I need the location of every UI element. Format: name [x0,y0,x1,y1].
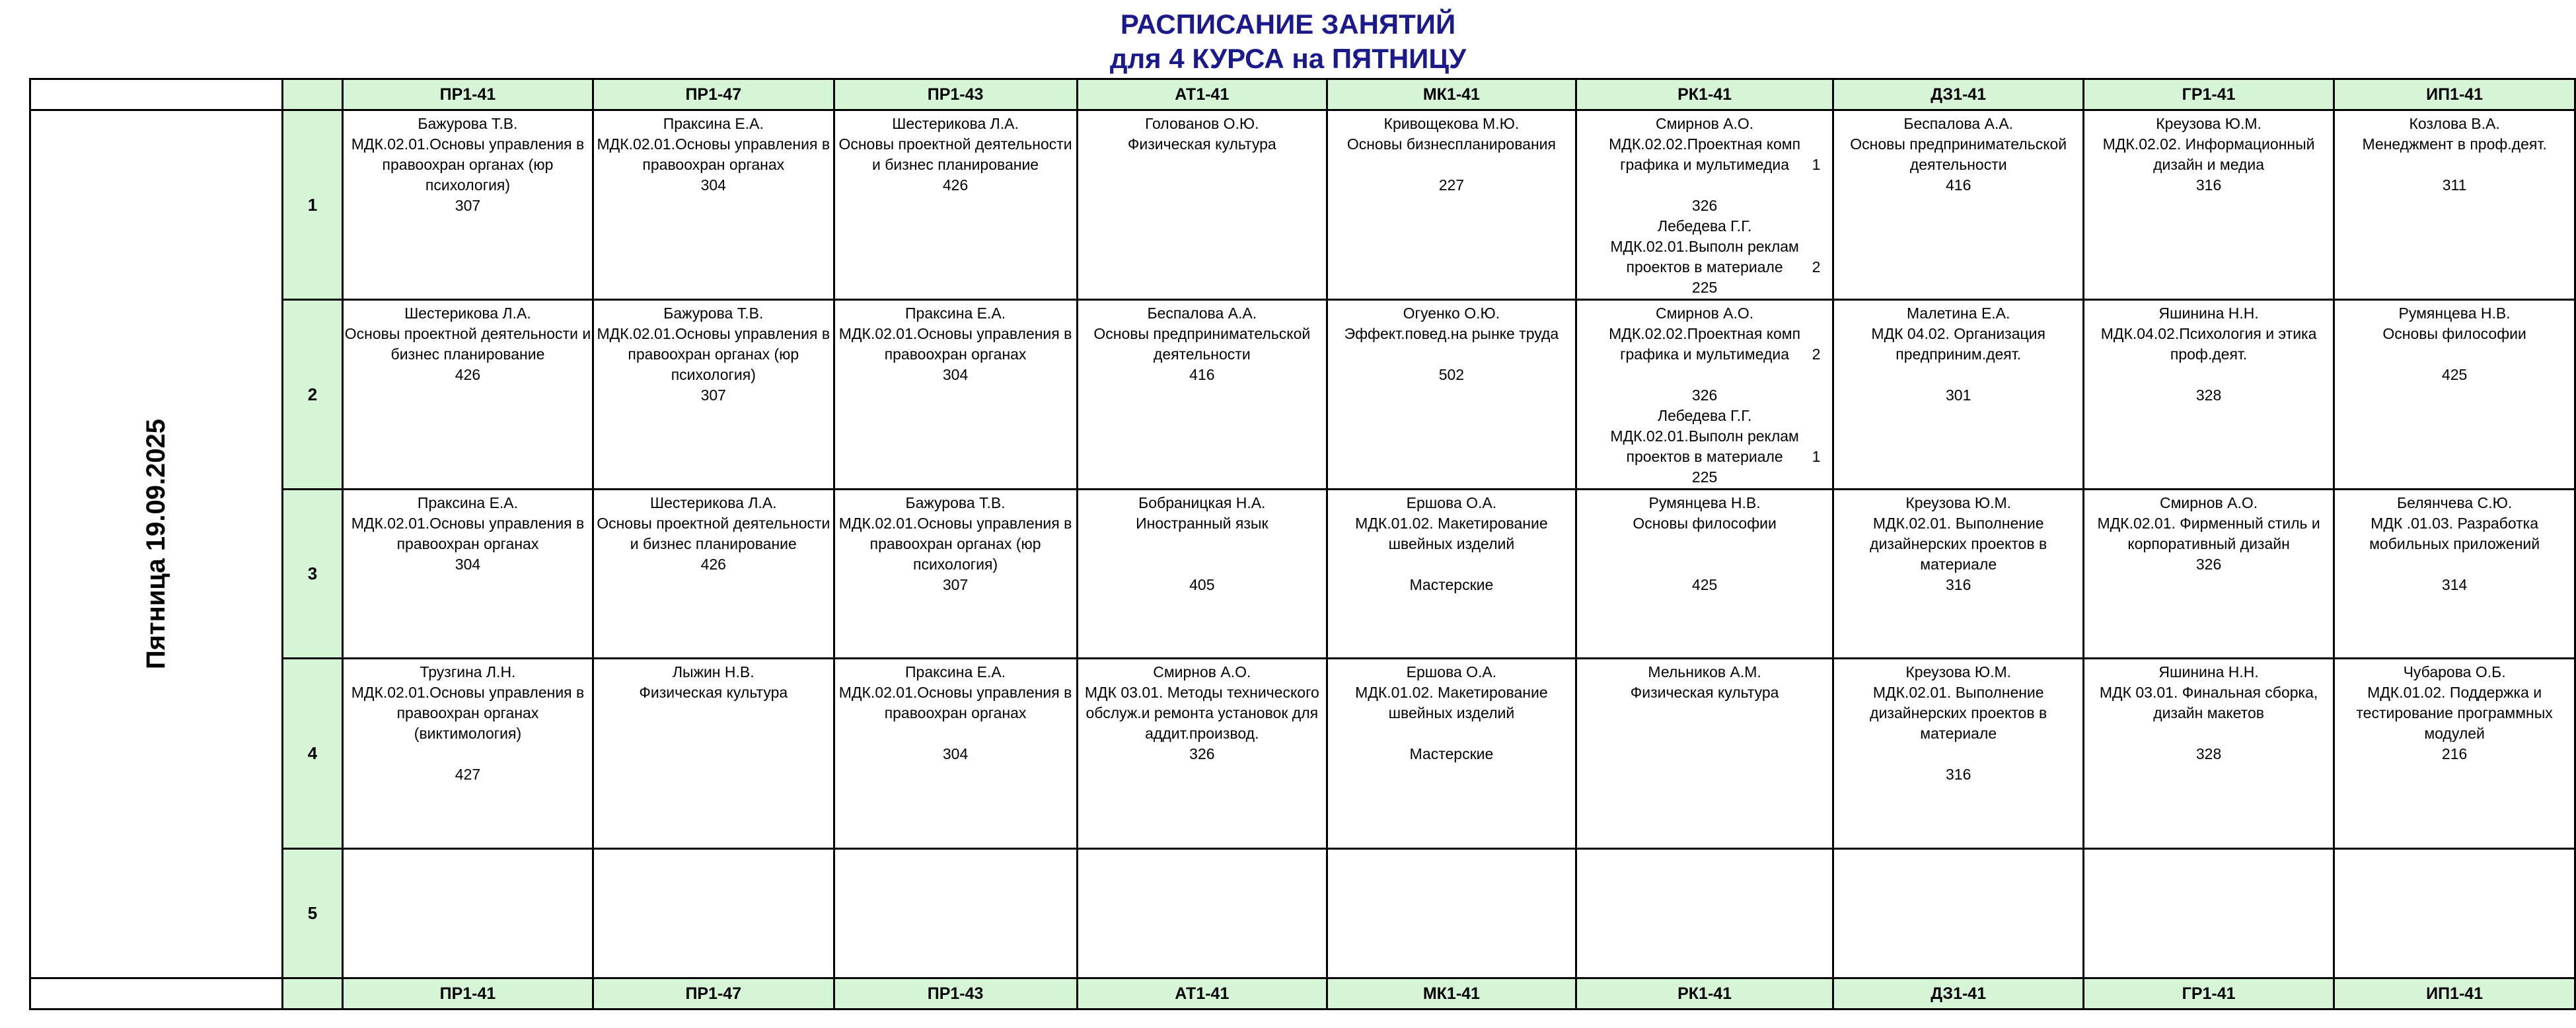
lesson-cell [2334,110,2575,300]
lesson-cell [834,659,1077,849]
group-header: ГР1-41 [2083,79,2334,110]
group-footer: ГР1-41 [2083,978,2334,1010]
teacher: Огуенко О.Ю. [1403,305,1500,322]
subject: Физическая культура [1127,135,1276,153]
subject: Физическая культура [639,684,788,701]
pair-row-2 [30,300,2575,490]
teacher: Беспалова А.А. [1147,305,1257,322]
group-header: ПР1-47 [593,79,834,110]
lesson-cell [1576,490,1833,659]
room: 304 [942,745,969,762]
room: 328 [2195,386,2222,404]
lesson-cell-split [1576,300,1833,490]
room: 225 [1691,279,1718,296]
pair-row-5 [30,849,2575,978]
pair-row-3 [30,490,2575,659]
lesson-cell [1576,659,1833,849]
subject: МДК.02.01.Основы управления в правоохран органах [597,135,830,173]
room: 301 [1946,386,1971,404]
room: 316 [1946,576,1971,593]
lesson-cell [1077,659,1327,849]
room: 502 [1438,366,1465,383]
group-footer: АТ1-41 [1077,978,1327,1010]
room: 316 [1946,766,1971,783]
room: 427 [455,766,481,783]
lesson-cell [1077,300,1327,490]
lesson-cell-empty [1327,849,1576,978]
room: 326 [1691,197,1718,214]
group-header: ПР1-41 [342,79,593,110]
teacher: Мельников А.М. [1648,663,1761,680]
room: Мастерские [1409,576,1494,593]
teacher: Праксина Е.А. [905,305,1006,322]
teacher: Праксина Е.А. [663,115,764,132]
subject: МДК.02.01.Основы управления в правоохран органах [351,515,585,552]
teacher: Малетина Е.А. [1907,305,2010,322]
subject: МДК.02.01.Основы управления в правоохран органах (юр психология) [351,135,585,194]
room: 426 [942,176,969,194]
header-row-top [30,79,2575,110]
group-footer: РК1-41 [1576,978,1833,1010]
lesson-cell [593,490,834,659]
pair-number: 5 [283,849,343,978]
schedule-table [29,78,2576,1010]
lesson-cell [1077,490,1327,659]
lesson-cell-empty [1077,849,1327,978]
lesson-cell [1833,110,2083,300]
teacher: Шестерикова Л.А. [892,115,1019,132]
lesson-cell [1077,110,1327,300]
pair-number: 4 [283,659,343,849]
room: 216 [2441,745,2468,762]
group-footer: ПР1-47 [593,978,834,1010]
subject: МДК.02.01. Выполнение дизайнерских проектов в материале [1870,515,2047,573]
room: 328 [2195,745,2222,762]
room: 425 [2441,366,2468,383]
schedule-subtitle: для 4 КУРСА на ПЯТНИЦУ [1109,43,1467,74]
room: 307 [455,197,481,214]
subgroup-number: 2 [1812,258,1821,275]
lesson-cell-empty [2334,849,2575,978]
group-footer: ИП1-41 [2334,978,2575,1010]
lesson-cell-empty [342,849,593,978]
group-header: ИП1-41 [2334,79,2575,110]
teacher: Праксина Е.А. [905,663,1006,680]
room: 304 [700,176,726,194]
room: Мастерские [1409,745,1494,762]
lesson-cell [1327,110,1576,300]
day-cell [30,110,283,978]
lesson-cell-empty [2083,849,2334,978]
teacher: Румянцева Н.В. [1648,494,1761,511]
subject: Менеджмент в проф.деят. [2362,135,2547,153]
room: 416 [1189,366,1215,383]
room: 307 [942,576,969,593]
subject: Основы философии [2382,325,2526,342]
subject: МДК .01.03. Разработка мобильных приложений [2369,515,2540,552]
lesson-cell [834,300,1077,490]
subgroup-number: 1 [1812,448,1821,465]
teacher: Бажурова Т.В. [663,305,764,322]
teacher: Беспалова А.А. [1903,115,2014,132]
subject: МДК.02.01.Выполн реклам проектов в материале [1610,238,1799,275]
pair-row-1 [30,110,2575,300]
subject: Основы предпринимательской деятельности [1093,325,1311,363]
room: 316 [2195,176,2222,194]
lesson-cell [2083,110,2334,300]
subject: МДК.02.02. Информационный дизайн и медиа [2102,135,2315,173]
subject: МДК 04.02. Организация предприним.деят. [1871,325,2045,363]
room: 416 [1946,176,1971,194]
teacher: Смирнов А.О. [1656,115,1754,132]
subject: МДК.02.01.Основы управления в правоохран органах (виктимология) [351,684,585,742]
subgroup-number: 2 [1812,346,1821,363]
lesson-cell [2083,490,2334,659]
subject: МДК.02.01.Основы управления в правоохран органах [838,325,1072,363]
teacher: Бажурова Т.В. [418,115,518,132]
room: 425 [1691,576,1718,593]
day-label: Пятница 19.09.2025 [141,418,171,670]
subject: МДК.02.01. Выполнение дизайнерских проектов в материале [1870,684,2047,742]
header-row-bottom [30,978,2575,1010]
room: 304 [942,366,969,383]
teacher: Голованов О.Ю. [1145,115,1259,132]
subject: МДК.01.02. Поддержка и тестирование программных модулей [2356,684,2553,742]
subject: МДК 03.01. Методы технического обслуж.и ремонта установок для аддит.производ. [1084,684,1319,742]
room: 326 [2195,556,2222,573]
subject: МДК.02.01.Выполн реклам проектов в материале [1610,427,1799,465]
teacher: Белянчева С.Ю. [2396,494,2513,511]
pair-number-header [283,978,343,1010]
teacher: Лебедева Г.Г. [1657,407,1752,424]
subject: МДК.02.01.Основы управления в правоохран органах [838,684,1072,721]
group-footer: ДЗ1-41 [1833,978,2083,1010]
subject: Основы проектной деятельности и бизнес планирование [597,515,830,552]
group-header: МК1-41 [1327,79,1576,110]
pair-number: 3 [283,490,343,659]
teacher: Шестерикова Л.А. [650,494,777,511]
lesson-cell [342,490,593,659]
teacher: Бобраницкая Н.А. [1138,494,1266,511]
subject: Основы бизнеспланирования [1346,135,1556,153]
pair-number: 1 [283,110,343,300]
teacher: Смирнов А.О. [1153,663,1251,680]
room: 426 [455,366,481,383]
teacher: Смирнов А.О. [2159,494,2258,511]
lesson-cell [593,110,834,300]
lesson-cell [1327,300,1576,490]
lesson-cell [593,300,834,490]
teacher: Кривощекова М.Ю. [1383,115,1520,132]
room: 326 [1691,386,1718,404]
subject: МДК.04.02.Психология и этика проф.деят. [2100,325,2317,363]
room: 326 [1189,745,1215,762]
lesson-cell [342,659,593,849]
subject: МДК.02.02.Проектная комп графика и мультимедиа [1609,135,1801,173]
group-header: АТ1-41 [1077,79,1327,110]
subject: Эффект.повед.на рынке труда [1344,325,1559,342]
room: 227 [1438,176,1465,194]
lesson-cell [1833,490,2083,659]
subject: МДК.02.02.Проектная комп графика и мультимедиа [1609,325,1801,363]
lesson-cell-empty [593,849,834,978]
pair-number: 2 [283,300,343,490]
subject: МДК.02.01. Фирменный стиль и корпоративный дизайн [2097,515,2320,552]
group-header: ДЗ1-41 [1833,79,2083,110]
teacher: Яшинина Н.Н. [2158,663,2259,680]
subject: Основы философии [1633,515,1777,532]
teacher: Ершова О.А. [1406,494,1497,511]
teacher: Смирнов А.О. [1656,305,1754,322]
lesson-cell [1833,659,2083,849]
room: 314 [2441,576,2468,593]
teacher: Бажурова Т.В. [905,494,1006,511]
teacher: Яшинина Н.Н. [2158,305,2259,322]
teacher: Румянцева Н.В. [2398,305,2511,322]
group-footer: ПР1-41 [342,978,593,1010]
subject: МДК.01.02. Макетирование швейных изделий [1355,515,1548,552]
teacher: Чубарова О.Б. [2403,663,2506,680]
teacher: Лыжин Н.В. [672,663,754,680]
corner-cell [30,79,283,110]
room: 225 [1691,468,1718,486]
lesson-cell [1327,659,1576,849]
subgroup-number: 1 [1812,156,1821,173]
subject: МДК 03.01. Финальная сборка, дизайн макетов [2099,684,2318,721]
room: 304 [455,556,481,573]
lesson-cell [2083,300,2334,490]
lesson-cell [834,110,1077,300]
pair-row-4 [30,659,2575,849]
pair-number-header [283,79,343,110]
group-footer: МК1-41 [1327,978,1576,1010]
lesson-cell [2083,659,2334,849]
lesson-cell [2334,490,2575,659]
teacher: Креузова Ю.М. [2156,115,2262,132]
subject: Физическая культура [1630,684,1779,701]
lesson-cell-split [1576,110,1833,300]
lesson-cell [342,110,593,300]
subject: Основы предпринимательской деятельности [1850,135,2067,173]
lesson-cell [342,300,593,490]
subject: МДК.01.02. Макетирование швейных изделий [1355,684,1548,721]
lesson-cell-empty [1833,849,2083,978]
subject: МДК.02.01.Основы управления в правоохран органах (юр психология) [838,515,1072,573]
teacher: Лебедева Г.Г. [1657,217,1752,235]
lesson-cell [1327,490,1576,659]
lesson-cell-empty [834,849,1077,978]
subject: МДК.02.01.Основы управления в правоохран органах (юр психология) [597,325,830,383]
room: 307 [700,386,726,404]
subject: Основы проектной деятельности и бизнес планирование [838,135,1072,173]
teacher: Ершова О.А. [1406,663,1497,680]
lesson-cell [593,659,834,849]
room: 405 [1189,576,1215,593]
lesson-cell [834,490,1077,659]
teacher: Козлова В.А. [2409,115,2500,132]
lesson-cell-empty [1576,849,1833,978]
subject: Основы проектной деятельности и бизнес планирование [344,325,591,363]
group-header: ПР1-43 [834,79,1077,110]
room: 426 [700,556,726,573]
lesson-cell [2334,300,2575,490]
teacher: Праксина Е.А. [417,494,519,511]
lesson-cell [1833,300,2083,490]
room: 311 [2442,176,2467,194]
group-footer: ПР1-43 [834,978,1077,1010]
subject: Иностранный язык [1136,515,1269,532]
lesson-cell [2334,659,2575,849]
teacher: Креузова Ю.М. [1905,494,2012,511]
group-header: РК1-41 [1576,79,1833,110]
teacher: Креузова Ю.М. [1905,663,2012,680]
teacher: Трузгина Л.Н. [420,663,516,680]
schedule-title: РАСПИСАНИЕ ЗАНЯТИЙ [1120,9,1456,40]
corner-cell [30,978,283,1010]
teacher: Шестерикова Л.А. [404,305,531,322]
